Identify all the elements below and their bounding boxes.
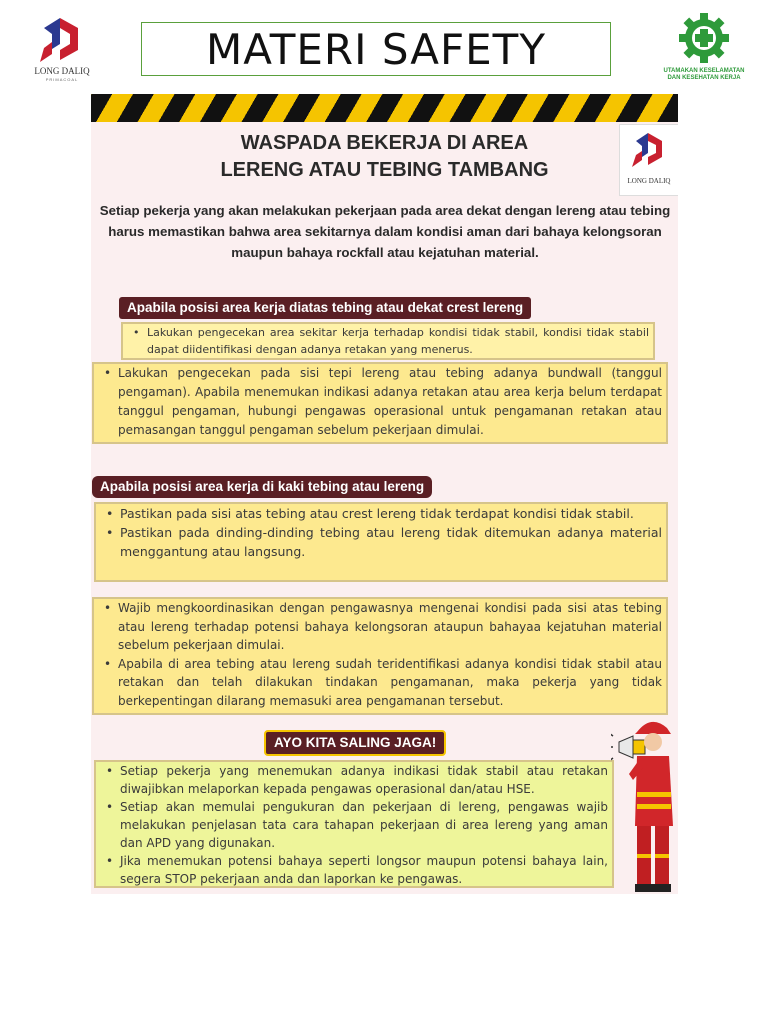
section1-box-a: [121, 322, 655, 360]
list-item: • Apabila di area tebing atau lereng sudah teridentifikasi adanya kondisi tidak stabil atau retakan dan telah dilakukan tindakan pengamanan, maka pekerja yang tidak berkepentingan dilarang memasuki area pengamanan tersebut.: [98, 655, 662, 711]
k3-text-line1: UTAMAKAN KESELAMATAN: [663, 68, 745, 74]
poster-title: [91, 130, 678, 184]
poster-logo: [619, 124, 678, 196]
logo-subtext: PRIMACOAL: [45, 77, 79, 82]
section1-box-b: [92, 362, 668, 444]
poster-title-line1: WASPADA BEKERJA DI AREA: [240, 132, 529, 154]
poster-title-line2: LERENG ATAU TEBING TAMBANG: [220, 159, 549, 181]
section1-heading: Apabila posisi area kerja diatas tebing atau dekat crest lereng: [119, 297, 531, 319]
k3-gear-icon: [678, 12, 730, 64]
section2-box-a: [94, 502, 668, 582]
section3-heading: AYO KITA SALING JAGA!: [264, 730, 446, 756]
hazard-stripe: [91, 94, 678, 122]
section3-box: [94, 760, 614, 888]
list-item: • Setiap pekerja yang menemukan adanya indikasi tidak stabil atau retakan diwajibkan melaporkan kepada pengawas operasional dan/atau HSE.: [100, 762, 608, 798]
page-title: MATERI SAFETY: [141, 22, 611, 76]
poster-logo-text: LONG DALIQ: [627, 177, 671, 185]
intro-text: Setiap pekerja yang akan melakukan pekerjaan pada area dekat dengan lereng atau tebing harus memastikan bahwa area sekitarnya dalam kondisi aman dari bahaya kelongsoran maupun bahaya rockfall atau kejatuhan material.: [99, 203, 671, 260]
section2-heading: Apabila posisi area kerja di kaki tebing atau lereng: [92, 476, 432, 498]
section2-box-b: [92, 597, 668, 715]
list-item: • Pastikan pada dinding-dinding tebing atau lereng tidak ditemukan adanya material menggantung atau langsung.: [100, 523, 662, 561]
k3-logo: [662, 12, 746, 84]
list-item: • Wajib mengkoordinasikan dengan pengawasnya mengenai kondisi pada sisi atas tebing atau lereng terhadap potensi bahaya kelongsoran ataupun bahayaa kejatuhan material sebelum pekerjaan dimulai.: [98, 599, 662, 655]
list-item: • Lakukan pengecekan area sekitar kerja terhadap kondisi tidak stabil, kondisi tidak stabil dapat diidentifikasi dengan adanya retakan yang menerus.: [127, 324, 649, 358]
list-item: • Lakukan pengecekan pada sisi tepi lereng atau tebing adanya bundwall (tanggul pengaman). Apabila menemukan indikasi adanya retakan atau area kerja belum terdapat tanggul pengaman, hubungi pengawas operasional untuk pengamanan retakan atau pemasangan tanggul pengaman sebelum pekerjaan dimulai.: [98, 364, 662, 440]
list-item: • Setiap akan memulai pengukuran dan pekerjaan di lereng, pengawas wajib melakukan penjelasan tata cara tahapan pekerjaan di area lereng yang aman dan APD yang digunakan.: [100, 798, 608, 852]
safety-poster: [91, 94, 678, 894]
logo-text: LONG DALIQ: [34, 66, 90, 76]
list-item: • Jika menemukan potensi bahaya seperti longsor maupun potensi bahaya lain, segera STOP pekerjaan anda dan laporkan ke pengawas.: [100, 852, 608, 888]
company-logo: [30, 14, 94, 86]
list-item: • Pastikan pada sisi atas tebing atau crest lereng tidak terdapat kondisi tidak stabil.: [100, 504, 662, 523]
k3-text-line2: DAN KESEHATAN KERJA: [667, 75, 741, 81]
firefighter-megaphone-illustration: [611, 714, 678, 894]
